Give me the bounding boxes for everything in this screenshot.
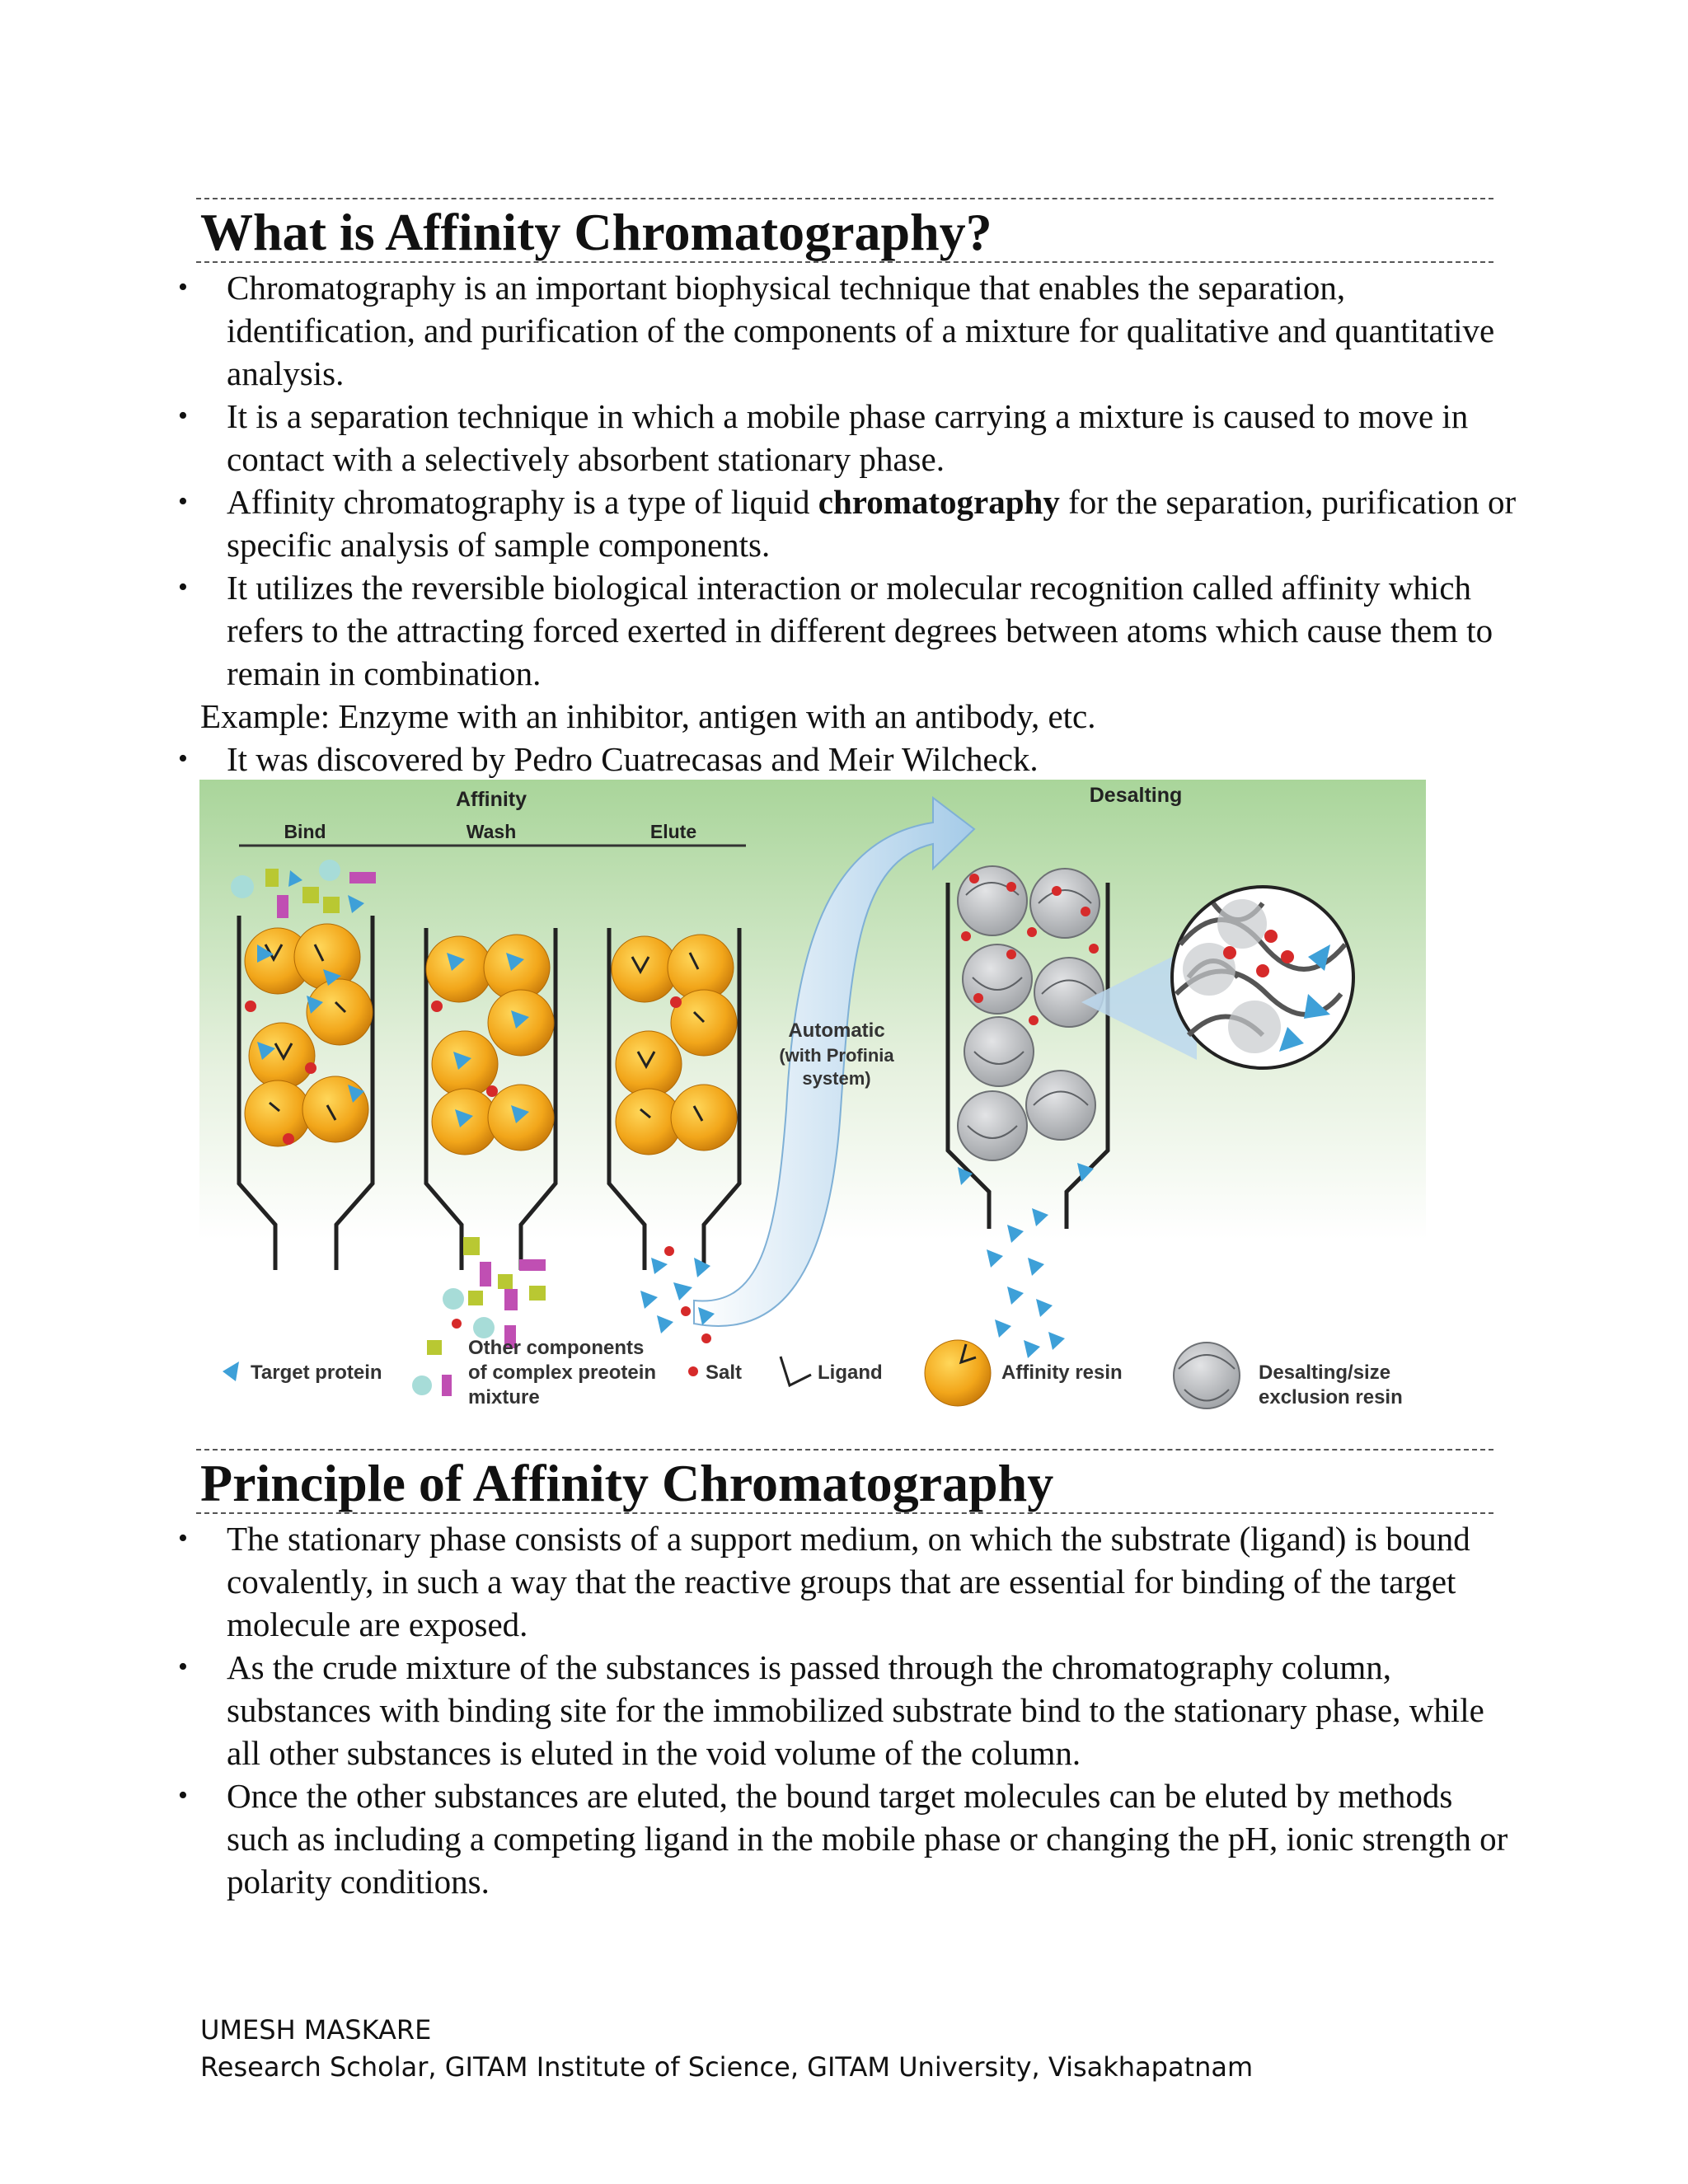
wash-step-label: Wash bbox=[466, 821, 517, 842]
list-item bbox=[200, 480, 1519, 566]
example-line: Example: Enzyme with an inhibitor, antigen with an antibody, etc. bbox=[200, 697, 1096, 735]
legend-affinity-resin: Affinity resin bbox=[1001, 1361, 1123, 1384]
list-item: • It was discovered by Pedro Cuatrecasas and Meir Wilcheck. bbox=[200, 738, 1519, 780]
heading-rule-bottom bbox=[196, 1512, 1493, 1514]
bullet3-text-after: for the separation, purification or specific analysis of sample components. bbox=[227, 483, 1517, 564]
figure-svg bbox=[199, 780, 1426, 1418]
legend-other-components-line3: mixture bbox=[468, 1386, 540, 1408]
author-affiliation: Research Scholar, GITAM Institute of Science, GITAM University, Visakhapatnam bbox=[200, 2051, 1254, 2083]
heading-rule-bottom bbox=[196, 261, 1493, 263]
automatic-sublabel: (with Profinia bbox=[779, 1045, 894, 1066]
affinity-title: Affinity bbox=[455, 788, 528, 811]
list-item: • It is a separation technique in which a mobile phase carrying a mixture is caused to move in contact with a selectively absorbent stationary phase. bbox=[200, 395, 1519, 480]
legend-other-components: Other components bbox=[468, 1337, 645, 1359]
list-item: • Once the other substances are eluted, the bound target molecules can be eluted by methods such as including a competing ligand in the mobile phase or changing the pH, ionic strength or polarity conditions. bbox=[200, 1774, 1519, 1903]
bullet3-bold-term: chromatography bbox=[818, 483, 1060, 521]
heading-rule-top bbox=[196, 198, 1493, 199]
legend-other-components-icon bbox=[442, 1375, 452, 1396]
legend-desalting-resin: Desalting/size bbox=[1259, 1361, 1391, 1384]
author-name: UMESH MASKARE bbox=[200, 2014, 432, 2046]
section1-heading: What is Affinity Chromatography? bbox=[200, 203, 992, 261]
section2-heading: Principle of Affinity Chromatography bbox=[200, 1454, 1054, 1512]
section2-bullet-list bbox=[200, 1517, 1519, 1903]
legend-other-components-icon bbox=[427, 1340, 442, 1355]
legend-target-protein: Target protein bbox=[251, 1361, 382, 1384]
legend-ligand: Ligand bbox=[818, 1361, 883, 1384]
automatic-sublabel-2: system) bbox=[802, 1068, 871, 1089]
legend-desalting-resin-icon bbox=[1174, 1343, 1240, 1408]
legend-affinity-resin-icon bbox=[925, 1340, 991, 1406]
legend-other-components-icon bbox=[412, 1376, 432, 1395]
automatic-label: Automatic bbox=[788, 1019, 885, 1042]
list-item: • Chromatography is an important biophysical technique that enables the separation, identification, and purification of the components of a mixture for qualitative and quantitative analysis. bbox=[200, 266, 1519, 395]
heading-rule-top bbox=[196, 1449, 1493, 1451]
legend-desalting-resin-line2: exclusion resin bbox=[1259, 1386, 1403, 1408]
list-item: • It utilizes the reversible biological interaction or molecular recognition called affinity which refers to the attracting forced exerted in different degrees between atoms which cause them to remain in combination. bbox=[200, 566, 1519, 695]
affinity-chromatography-figure bbox=[199, 780, 1426, 1418]
section1-bullet-list bbox=[200, 266, 1519, 780]
desalting-title: Desalting bbox=[1089, 784, 1183, 807]
legend-salt: Salt bbox=[706, 1361, 743, 1384]
elute-step-label: Elute bbox=[649, 821, 697, 842]
bullet3-text-before: Affinity chromatography is a type of liquid bbox=[227, 483, 818, 521]
legend-salt-icon bbox=[688, 1366, 698, 1376]
list-item: • The stationary phase consists of a support medium, on which the substrate (ligand) is bound covalently, in such a way that the reactive groups that are essential for binding of the target molecule are exposed. bbox=[200, 1517, 1519, 1646]
bind-step-label: Bind bbox=[284, 821, 326, 842]
legend-other-components-line2: of complex preotein bbox=[468, 1361, 657, 1384]
list-item: • As the crude mixture of the substances is passed through the chromatography column, substances with binding site for the immobilized substrate bind to the stationary phase, while all other substances is eluted in the void volume of the column. bbox=[200, 1646, 1519, 1774]
